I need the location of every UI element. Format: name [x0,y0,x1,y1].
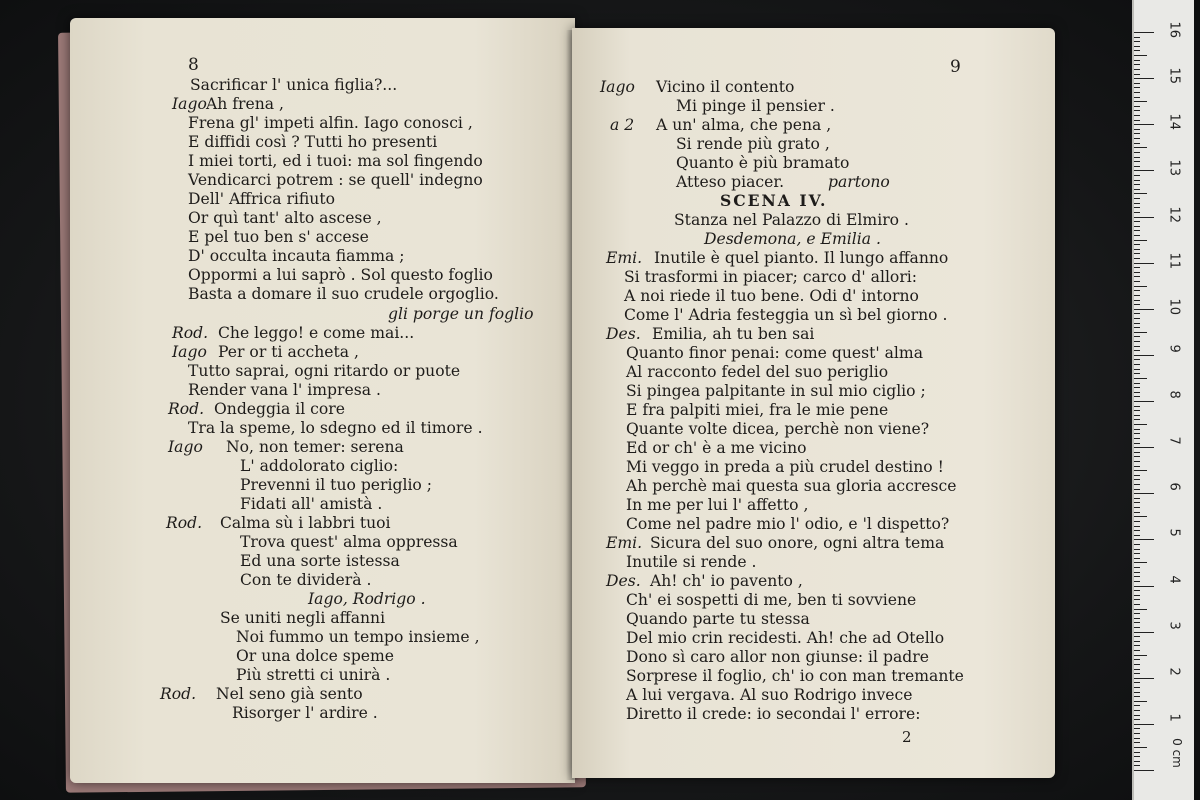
ruler-tick [1134,535,1140,536]
measurement-ruler [1132,0,1194,800]
ruler-tick [1134,304,1140,305]
ruler-tick [1134,78,1154,79]
ruler-tick [1134,544,1140,545]
ruler-tick [1134,143,1140,144]
ruler-tick [1134,267,1140,268]
text-line: Iago Vicino il contento [600,78,795,96]
ruler-tick [1134,498,1140,499]
ruler-tick [1134,193,1147,194]
ruler-tick [1134,461,1140,462]
ruler-tick [1134,410,1140,411]
text-line: A noi riede il tuo bene. Odi d' intorno [624,287,919,305]
ruler-tick [1134,696,1140,697]
text-line: A lui vergava. Al suo Rodrigo invece [626,686,913,704]
ruler-tick [1134,466,1140,467]
text-line: Rod. Nel seno già sento [160,685,363,703]
ruler-tick [1134,609,1147,610]
scene-heading: SCENA IV. [720,191,828,210]
ruler-tick [1134,37,1140,38]
ruler-tick [1134,124,1154,125]
text-line: Si pingea palpitante in sul mio ciglio ; [626,382,926,400]
ruler-tick [1134,184,1140,185]
ruler-tick [1134,756,1140,757]
text-line: Con te dividerà . [240,571,372,589]
ruler-tick [1134,502,1140,503]
ruler-tick [1134,553,1140,554]
ruler-tick [1134,659,1140,660]
ruler-tick [1134,272,1140,273]
ruler-tick [1134,198,1140,199]
ruler-tick [1134,244,1140,245]
left-page [70,18,575,783]
ruler-label: 9 [1166,344,1182,353]
ruler-tick [1134,475,1140,476]
text-line: E pel tuo ben s' accese [188,228,369,246]
ruler-tick [1134,115,1140,116]
text-line: E diffidi così ? Tutti ho presenti [188,133,438,151]
page-number-right: 9 [950,57,961,77]
ruler-tick [1134,55,1147,56]
text-line: Tutto saprai, ogni ritardo or puote [188,362,461,380]
ruler-tick [1134,147,1147,148]
ruler-tick [1134,618,1140,619]
ruler-tick [1134,719,1140,720]
ruler-tick [1134,526,1140,527]
ruler-tick [1134,650,1140,651]
ruler-tick [1134,655,1147,656]
ruler-tick [1134,622,1140,623]
ruler-tick [1134,157,1140,158]
ruler-tick [1134,161,1140,162]
ruler-tick [1134,207,1140,208]
ruler-tick [1134,724,1154,725]
ruler-tick [1134,217,1154,218]
ruler-tick [1134,452,1140,453]
ruler-tick [1134,106,1140,107]
ruler-label: 13 [1166,159,1182,177]
ruler-tick [1134,549,1140,550]
ruler-tick [1134,586,1154,587]
ruler-tick [1134,645,1140,646]
ruler-tick [1134,383,1140,384]
ruler-label: 14 [1166,113,1182,131]
ruler-tick [1134,110,1140,111]
ruler-tick [1134,170,1154,171]
ruler-tick [1134,249,1140,250]
text-line: Quanto finor penai: come quest' alma [626,344,923,362]
text-line: Del mio crin recidesti. Ah! che ad Otello [626,629,945,647]
ruler-tick [1134,355,1154,356]
ruler-tick [1134,438,1140,439]
ruler-tick [1134,761,1140,762]
text-line: Ah perchè mai questa sua gloria accresce [626,477,957,495]
ruler-tick [1134,313,1140,314]
ruler-tick [1134,133,1140,134]
ruler-tick [1134,212,1140,213]
ruler-tick [1134,738,1140,739]
ruler-tick [1134,636,1140,637]
stage-direction: partono [828,173,890,191]
ruler-tick [1134,341,1140,342]
ruler-label: 15 [1166,67,1182,85]
text-line: Come nel padre mio l' odio, e 'l dispetto? [626,515,950,533]
text-line: Rod. Calma sù i labbri tuoi [166,514,391,532]
ruler-tick [1134,369,1140,370]
ruler-tick [1134,678,1154,679]
text-line: Des. Ah! ch' io pavento , [606,572,803,590]
signature-mark: 2 [902,728,912,746]
ruler-tick [1134,424,1147,425]
scene-characters: Desdemona, e Emilia . [704,230,881,248]
ruler-tick [1134,701,1147,702]
ruler-tick [1134,728,1140,729]
ruler-tick [1134,715,1140,716]
ruler-tick [1134,240,1147,241]
ruler-tick [1134,567,1140,568]
ruler-label: 8 [1166,390,1182,399]
ruler-tick [1134,752,1140,753]
ruler-tick [1134,387,1140,388]
ruler-tick [1134,46,1140,47]
ruler-tick [1134,733,1140,734]
text-line: Quando parte tu stessa [626,610,810,628]
ruler-tick [1134,599,1140,600]
ruler-tick [1134,300,1140,301]
text-line: Dono sì caro allor non giunse: il padre [626,648,929,666]
ruler-tick [1134,60,1140,61]
ruler-tick [1134,346,1140,347]
ruler-tick [1134,479,1140,480]
ruler-tick [1134,641,1140,642]
ruler-tick [1134,682,1140,683]
ruler-tick [1134,581,1140,582]
text-line: Si trasformi in piacer; carco d' allori: [624,268,918,286]
ruler-tick [1134,539,1154,540]
text-line: Più stretti ci unirà . [236,666,391,684]
text-line: Iago Per or ti accheta , [172,343,359,361]
text-line: Emi. Sicura del suo onore, ogni altra tema [606,534,945,552]
scene-setting: Stanza nel Palazzo di Elmiro . [674,211,909,229]
ruler-label: 5 [1166,528,1182,538]
ruler-label: 11 [1166,252,1182,269]
scene-characters: Iago, Rodrigo . [308,590,426,608]
ruler-label: 10 [1166,298,1182,315]
ruler-label: 6 [1166,482,1182,492]
text-line: Quante volte dicea, perchè non viene? [626,420,930,438]
ruler-tick [1134,401,1154,402]
ruler-label: 16 [1166,21,1182,39]
ruler-tick [1134,512,1140,513]
ruler-tick [1134,290,1140,291]
ruler-tick [1134,705,1140,706]
ruler-tick [1134,530,1140,531]
ruler-tick [1134,235,1140,236]
ruler-tick [1134,189,1140,190]
ruler-tick [1134,83,1140,84]
ruler-tick [1134,489,1140,490]
text-line: Ed una sorte istessa [240,552,400,570]
ruler-tick [1134,336,1140,337]
ruler-tick [1134,373,1140,374]
ruler-tick [1134,226,1140,227]
ruler-tick [1134,765,1140,766]
text-line: Frena gl' impeti alfin. Iago conosci , [188,114,473,132]
text-line: Basta a domare il suo crudele orgoglio. [188,285,499,303]
ruler-tick [1134,558,1140,559]
ruler-tick [1134,456,1140,457]
text-line: Render vana l' impresa . [188,381,381,399]
text-line: Come l' Adria festeggia un sì bel giorno . [624,306,948,324]
text-line: Rod. Che leggo! e come mai... [172,324,415,342]
ruler-tick [1134,309,1154,310]
text-line: a 2 A un' alma, che pena , [610,116,832,134]
ruler-tick [1134,378,1147,379]
ruler-tick [1134,97,1140,98]
text-line: IagoAh frena , [172,95,284,113]
ruler-label: 1 [1166,713,1182,722]
ruler-tick [1134,120,1140,121]
ruler-tick [1134,350,1140,351]
ruler-tick [1134,203,1140,204]
ruler-tick [1134,443,1140,444]
ruler-tick [1134,673,1140,674]
ruler-tick [1134,433,1140,434]
ruler-tick [1134,742,1140,743]
ruler-tick [1134,484,1140,485]
ruler-tick [1134,595,1140,596]
text-line: Si rende più grato , [676,135,830,153]
ruler-tick [1134,180,1140,181]
ruler-tick [1134,613,1140,614]
ruler-label: 4 [1166,575,1182,584]
text-line: I miei torti, ed i tuoi: ma sol fingendo [188,152,483,170]
ruler-tick [1134,323,1140,324]
text-line: L' addolorato ciglio: [240,457,399,475]
ruler-label: 12 [1166,206,1182,223]
ruler-label: 7 [1166,436,1182,445]
ruler-tick [1134,516,1147,517]
text-line: Sorprese il foglio, ch' io con man tremante [626,667,964,685]
stage-direction: gli porge un foglio [388,305,534,323]
ruler-tick [1134,253,1140,254]
ruler-label: 2 [1166,667,1182,676]
text-line: Inutile si rende . [626,553,757,571]
ruler-tick [1134,152,1140,153]
ruler-tick [1134,447,1154,448]
ruler-tick [1134,295,1140,296]
ruler-tick [1134,258,1140,259]
ruler-tick [1134,632,1154,633]
ruler-tick [1134,521,1140,522]
ruler-tick [1134,664,1140,665]
text-line: Des. Emilia, ah tu ben sai [606,325,815,343]
ruler-tick [1134,669,1140,670]
text-line: Trova quest' alma oppressa [240,533,458,551]
ruler-tick [1134,470,1147,471]
ruler-tick [1134,692,1140,693]
text-line: D' occulta incauta fiamma ; [188,247,405,265]
text-line: Ed or ch' è a me vicino [626,439,807,457]
ruler-tick [1134,74,1140,75]
text-line: Rod. Ondeggia il core [168,400,345,418]
text-line: Oppormi a lui saprò . Sol questo foglio [188,266,493,284]
ruler-tick [1134,493,1154,494]
ruler-tick [1134,576,1140,577]
text-line: Iago No, non temer: serena [168,438,404,456]
ruler-tick [1134,166,1140,167]
ruler-tick [1134,392,1140,393]
text-line: Tra la speme, lo sdegno ed il timore . [188,419,483,437]
ruler-tick [1134,87,1140,88]
ruler-tick [1134,710,1140,711]
ruler-tick [1134,318,1140,319]
text-line: Or una dolce speme [236,647,395,665]
ruler-tick [1134,50,1140,51]
ruler-tick [1134,590,1140,591]
text-line: In me per lui l' affetto , [626,496,809,514]
ruler-tick [1134,221,1140,222]
ruler-label: 3 [1166,621,1182,630]
text-line: Mi veggo in preda a più crudel destino ! [626,458,944,476]
ruler-tick [1134,359,1140,360]
text-line: Vendicarci potrem : se quell' indegno [188,171,483,189]
ruler-tick [1134,175,1140,176]
ruler-tick [1134,364,1140,365]
ruler-tick [1134,604,1140,605]
ruler-tick [1134,101,1147,102]
text-line: Dell' Affrica rifiuto [188,190,335,208]
text-line: Se uniti negli affanni [220,609,386,627]
text-line: Sacrificar l' unica figlia?... [190,76,398,94]
ruler-tick [1134,687,1140,688]
ruler-tick [1134,69,1140,70]
text-line: Diretto il crede: io secondai l' errore: [626,705,921,723]
page-number-left: 8 [188,55,199,75]
text-line: Al racconto fedel del suo periglio [626,363,889,381]
text-line: Mi pinge il pensier . [676,97,835,115]
text-line: Noi fummo un tempo insieme , [236,628,480,646]
ruler-tick [1134,64,1140,65]
ruler-tick [1134,406,1140,407]
ruler-tick [1134,327,1140,328]
ruler-tick [1134,41,1140,42]
text-line: Prevenni il tuo periglio ; [240,476,433,494]
ruler-tick [1134,281,1140,282]
text-line: Emi. Inutile è quel pianto. Il lungo affanno [606,249,949,267]
ruler-tick [1134,286,1147,287]
ruler-tick [1134,332,1147,333]
ruler-tick [1134,419,1140,420]
ruler-tick [1134,230,1140,231]
text-line: Quanto è più bramato [676,154,850,172]
text-line: Or quì tant' alto ascese , [188,209,382,227]
ruler-tick [1134,747,1147,748]
ruler-tick [1134,138,1140,139]
text-line: Fidati all' amistà . [240,495,383,513]
ruler-tick [1134,429,1140,430]
text-line: Atteso piacer. [676,173,785,191]
ruler-tick [1134,396,1140,397]
ruler-tick [1134,415,1140,416]
ruler-tick [1134,627,1140,628]
ruler-tick [1134,32,1154,33]
ruler-tick [1134,572,1140,573]
ruler-tick [1134,276,1140,277]
ruler-tick [1134,92,1140,93]
ruler-tick [1134,507,1140,508]
right-page [572,28,1055,778]
ruler-tick [1134,562,1147,563]
ruler-label: 0 cm [1169,738,1184,768]
text-line: Ch' ei sospetti di me, ben ti sovviene [626,591,917,609]
text-line: Risorger l' ardire . [232,704,378,722]
ruler-tick [1134,263,1154,264]
ruler-tick [1134,129,1140,130]
ruler-tick [1134,770,1154,771]
text-line: E fra palpiti miei, fra le mie pene [626,401,889,419]
